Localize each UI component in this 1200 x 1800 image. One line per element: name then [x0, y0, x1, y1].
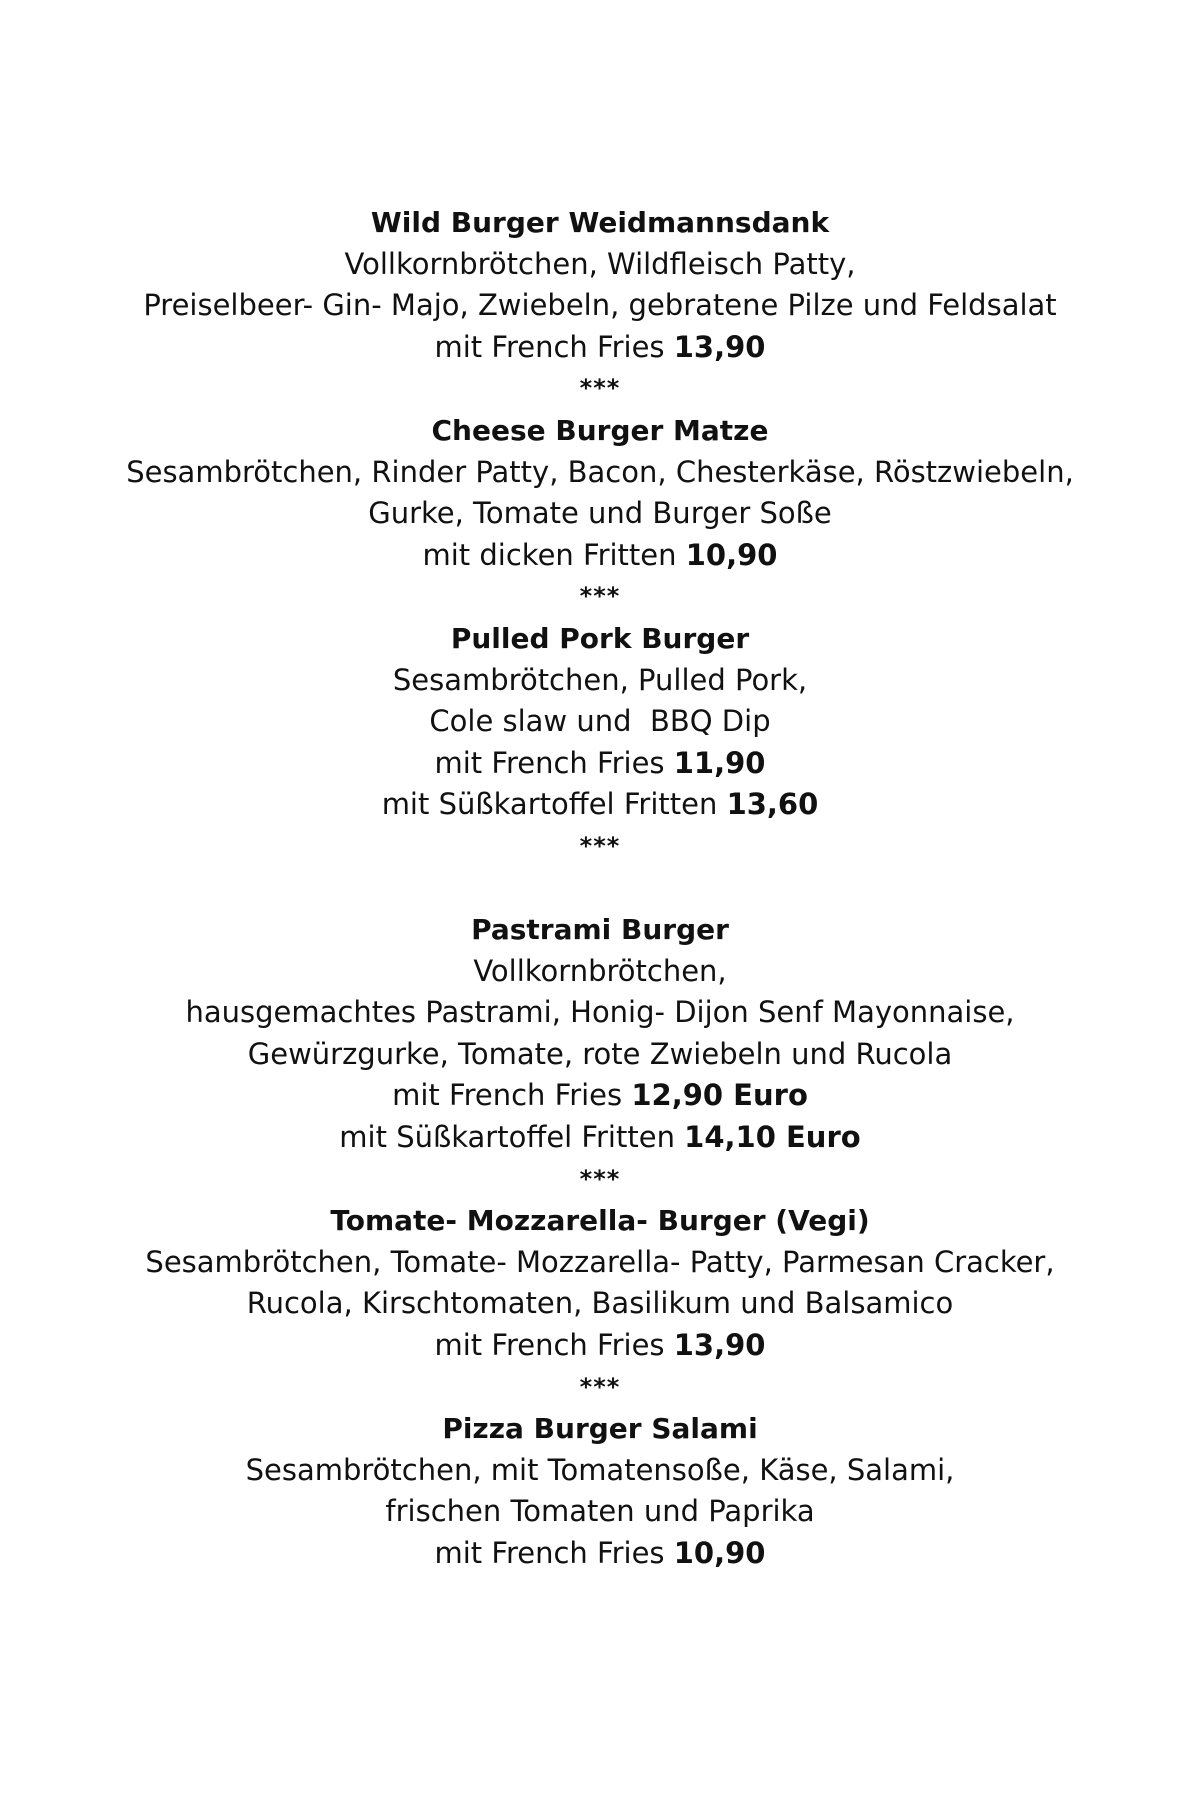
menu-item-title: Pizza Burger Salami [442, 1412, 758, 1446]
menu-item-description: Rucola, Kirschtomaten, Basilikum und Balsamico [246, 1286, 954, 1321]
burger-menu [0, 202, 1200, 1575]
separator: *** [579, 1164, 621, 1193]
menu-item-description: Sesambrötchen, Tomate- Mozzarella- Patty, Parmesan Cracker, [145, 1244, 1055, 1279]
menu-item-description: Cole slaw und BBQ Dip [429, 704, 771, 739]
menu-item-price-line [0, 1533, 1200, 1575]
menu-item-price-line [0, 1075, 1200, 1117]
price-label: mit French Fries [434, 329, 665, 364]
menu-item-title: Wild Burger Weidmannsdank [370, 206, 830, 239]
menu-item-price-line [0, 327, 1200, 369]
menu-item-tomate-mozzarella-burger [0, 1200, 1200, 1366]
price-value: 11,90 [673, 745, 766, 780]
menu-item-title: Pulled Pork Burger [450, 621, 750, 655]
price-label: mit French Fries [434, 745, 665, 780]
price-value: 13,90 [673, 329, 766, 364]
price-label: mit French Fries [434, 1328, 665, 1363]
menu-item-title: Pastrami Burger [471, 913, 729, 947]
separator: *** [579, 1372, 621, 1401]
menu-item-title: Cheese Burger Matze [431, 413, 769, 447]
menu-item-price-line [0, 784, 1200, 826]
menu-item-description: frischen Tomaten und Paprika [385, 1494, 815, 1529]
menu-item-pizza-burger [0, 1408, 1200, 1574]
menu-item-description: Sesambrötchen, mit Tomatensoße, Käse, Salami, [245, 1452, 955, 1487]
menu-item-description: Gurke, Tomate und Burger Soße [368, 496, 832, 531]
menu-item-description: Preiselbeer- Gin- Majo, Zwiebeln, gebratene Pilze und Feldsalat [143, 288, 1057, 323]
price-value: 10,90 [673, 1536, 766, 1570]
price-value: 10,90 [685, 537, 778, 572]
menu-item-description: Vollkornbrötchen, [473, 953, 727, 988]
menu-item-price-line [0, 535, 1200, 577]
price-label: mit Süßkartoffel Fritten [339, 1120, 675, 1155]
blank-line [0, 868, 1200, 910]
separator: *** [579, 374, 621, 403]
menu-item-pastrami-burger [0, 909, 1200, 1159]
price-label: mit dicken Fritten [422, 537, 677, 572]
price-value: 13,90 [673, 1328, 766, 1363]
menu-item-description: Sesambrötchen, Pulled Pork, [392, 662, 808, 697]
price-value: 14,10 Euro [684, 1120, 861, 1155]
price-label: mit Süßkartoffel Fritten [381, 787, 718, 822]
price-label: mit French Fries [434, 1536, 665, 1570]
separator: *** [579, 582, 621, 611]
separator: *** [579, 831, 621, 860]
menu-item-price-line [0, 1117, 1200, 1159]
menu-item-description: Vollkornbrötchen, Wildfleisch Patty, [344, 246, 856, 281]
menu-item-price-line [0, 743, 1200, 785]
menu-item-title: Tomate- Mozzarella- Burger (Vegi) [330, 1204, 870, 1238]
price-label: mit French Fries [392, 1078, 623, 1113]
menu-item-cheese-burger [0, 410, 1200, 576]
price-value: 13,60 [726, 787, 819, 822]
menu-item-wild-burger [0, 202, 1200, 368]
menu-item-description: Sesambrötchen, Rinder Patty, Bacon, Chesterkäse, Röstzwiebeln, [126, 454, 1074, 489]
menu-item-price-line [0, 1325, 1200, 1367]
menu-item-pulled-pork-burger [0, 618, 1200, 826]
menu-item-description: hausgemachtes Pastrami, Honig- Dijon Senf Mayonnaise, [185, 995, 1015, 1030]
menu-item-description: Gewürzgurke, Tomate, rote Zwiebeln und Rucola [247, 1036, 953, 1071]
price-value: 12,90 Euro [631, 1078, 808, 1113]
